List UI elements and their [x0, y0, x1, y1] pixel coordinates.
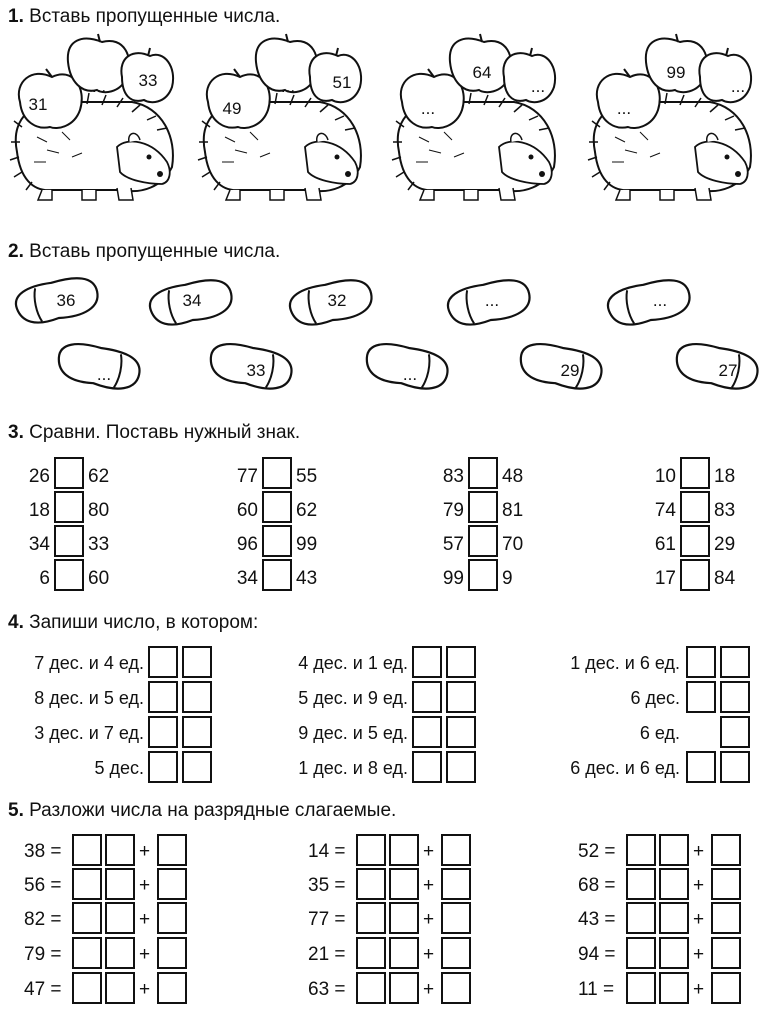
tens-digit-box[interactable] [412, 646, 442, 678]
compare-left-number: 18 [28, 500, 50, 521]
footprint-2-1-value: ... [96, 365, 112, 384]
compare-right-number: 55 [296, 466, 318, 487]
tens-term-tens-box[interactable] [626, 972, 656, 1004]
ones-digit-box[interactable] [446, 716, 476, 748]
number-description-label: 1 дес. и 6 ед. [570, 653, 680, 673]
footprint-2-3-value: ... [402, 365, 418, 384]
task1-title: Вставь пропущенные числа. [29, 6, 281, 27]
plus-sign: + [423, 979, 435, 1000]
tens-term-ones-box[interactable] [659, 902, 689, 934]
tens-term-tens-box[interactable] [356, 868, 386, 900]
compare-right-number: 18 [714, 466, 736, 487]
footprint-1-5 [605, 275, 693, 329]
decompose-number-label: 47 = [24, 979, 62, 1000]
compare-sign-box[interactable] [262, 525, 292, 557]
task2-number: 2. [8, 241, 24, 262]
plus-sign: + [139, 909, 151, 930]
decompose-number-label: 63 = [308, 979, 346, 1000]
decompose-number-label: 77 = [308, 909, 346, 930]
plus-sign: + [423, 909, 435, 930]
tens-term-ones-box[interactable] [389, 937, 419, 969]
task5-heading [8, 800, 396, 822]
plus-sign: + [423, 875, 435, 896]
compare-right-number: 9 [502, 568, 513, 589]
plus-sign: + [423, 841, 435, 862]
compare-sign-box[interactable] [468, 525, 498, 557]
task1-number: 1. [8, 6, 24, 27]
plus-sign: + [139, 841, 151, 862]
hedgehog-3-left-apple: ... [420, 99, 436, 118]
compare-right-number: 70 [502, 534, 524, 555]
hedgehog-3-right-apple: ... [530, 77, 546, 96]
compare-right-number: 29 [714, 534, 736, 555]
tens-term-ones-box[interactable] [659, 834, 689, 866]
compare-left-number: 34 [236, 568, 258, 589]
task4-number: 4. [8, 612, 24, 633]
ones-digit-box[interactable] [446, 751, 476, 783]
footprint-2-2-value: 33 [246, 361, 266, 380]
compare-left-number: 6 [39, 568, 50, 589]
ones-term-box[interactable] [711, 902, 741, 934]
task3-number: 3. [8, 422, 24, 443]
compare-left-number: 77 [236, 466, 258, 487]
footprint-1-2-value: 34 [182, 291, 202, 310]
plus-sign: + [693, 841, 705, 862]
footprints-illustration [0, 270, 768, 400]
ones-term-box[interactable] [441, 972, 471, 1004]
hedgehog-4-right-apple: ... [730, 77, 746, 96]
footprint-1-5-value: ... [652, 291, 668, 310]
tens-term-ones-box[interactable] [659, 972, 689, 1004]
tens-term-tens-box[interactable] [626, 834, 656, 866]
task2-heading [8, 241, 280, 263]
tens-term-ones-box[interactable] [105, 868, 135, 900]
tens-term-ones-box[interactable] [389, 972, 419, 1004]
compare-left-number: 83 [442, 466, 464, 487]
tens-term-tens-box[interactable] [356, 937, 386, 969]
number-description-label: 5 дес. [94, 758, 144, 778]
ones-term-box[interactable] [157, 834, 187, 866]
tens-digit-box[interactable] [148, 716, 178, 748]
ones-digit-box[interactable] [720, 646, 750, 678]
plus-sign: + [693, 909, 705, 930]
tens-digit-box[interactable] [148, 681, 178, 713]
compare-left-number: 17 [654, 568, 676, 589]
hedgehog-4 [588, 34, 751, 200]
compare-right-number: 33 [88, 534, 110, 555]
compare-sign-box[interactable] [262, 491, 292, 523]
footprint-2-5 [673, 339, 761, 393]
ones-digit-box[interactable] [446, 681, 476, 713]
decompose-number-label: 43 = [578, 909, 616, 930]
compare-left-number: 34 [28, 534, 50, 555]
footprint-1-4-value: ... [484, 291, 500, 310]
decompose-number-label: 94 = [578, 944, 616, 965]
number-description-label: 8 дес. и 5 ед. [34, 688, 144, 708]
hedgehog-3-top-apple: 64 [472, 63, 492, 82]
number-description-label: 1 дес. и 8 ед. [298, 758, 408, 778]
tens-term-tens-box[interactable] [356, 972, 386, 1004]
tens-term-tens-box[interactable] [72, 868, 102, 900]
compare-sign-box[interactable] [468, 457, 498, 489]
compare-sign-box[interactable] [468, 559, 498, 591]
number-description-label: 6 дес. и 6 ед. [570, 758, 680, 778]
compare-sign-box[interactable] [680, 525, 710, 557]
decompose-number-label: 52 = [578, 841, 616, 862]
compare-sign-box[interactable] [468, 491, 498, 523]
compare-left-number: 61 [654, 534, 676, 555]
number-description-label: 7 дес. и 4 ед. [34, 653, 144, 673]
tens-term-tens-box[interactable] [72, 937, 102, 969]
ones-term-box[interactable] [157, 902, 187, 934]
compare-left-number: 26 [28, 466, 50, 487]
tens-term-tens-box[interactable] [356, 834, 386, 866]
compare-right-number: 83 [714, 500, 736, 521]
hedgehog-1-top-apple: ... [91, 77, 107, 96]
task5-title: Разложи числа на разрядные слагаемые. [29, 800, 397, 821]
compare-left-number: 60 [236, 500, 258, 521]
decompose-number-label: 14 = [308, 841, 346, 862]
tens-digit-box[interactable] [412, 751, 442, 783]
footprint-2-5-value: 27 [718, 361, 738, 380]
number-description-label: 5 дес. и 9 ед. [298, 688, 408, 708]
ones-digit-box[interactable] [182, 681, 212, 713]
tens-term-ones-box[interactable] [105, 834, 135, 866]
tens-term-tens-box[interactable] [72, 972, 102, 1004]
plus-sign: + [139, 875, 151, 896]
hedgehog-1-right-apple: 33 [138, 71, 158, 90]
hedgehog-1-left-apple: 31 [28, 95, 48, 114]
plus-sign: + [693, 979, 705, 1000]
hedgehog-2-right-apple: 51 [332, 73, 352, 92]
compare-left-number: 96 [236, 534, 258, 555]
footprint-1-1-value: 36 [56, 291, 76, 310]
compare-right-number: 81 [502, 500, 524, 521]
tens-term-ones-box[interactable] [659, 868, 689, 900]
tens-term-ones-box[interactable] [389, 902, 419, 934]
decompose-number-label: 56 = [24, 875, 62, 896]
tens-term-ones-box[interactable] [105, 902, 135, 934]
tens-digit-box[interactable] [686, 751, 716, 783]
tens-digit-box[interactable] [148, 646, 178, 678]
ones-term-box[interactable] [711, 972, 741, 1004]
compare-right-number: 60 [88, 568, 110, 589]
ones-term-box[interactable] [157, 868, 187, 900]
hedgehog-4-left-apple: ... [616, 99, 632, 118]
compare-right-number: 99 [296, 534, 318, 555]
compare-sign-box[interactable] [680, 491, 710, 523]
tens-digit-box[interactable] [412, 681, 442, 713]
ones-term-box[interactable] [441, 834, 471, 866]
compare-sign-box[interactable] [54, 525, 84, 557]
ones-term-box[interactable] [711, 868, 741, 900]
task1-heading [8, 6, 280, 28]
compare-right-number: 62 [296, 500, 318, 521]
tens-term-ones-box[interactable] [389, 834, 419, 866]
plus-sign: + [139, 979, 151, 1000]
compare-left-number: 74 [654, 500, 676, 521]
number-description-label: 3 дес. и 7 ед. [34, 723, 144, 743]
ones-digit-box[interactable] [720, 751, 750, 783]
tens-term-tens-box[interactable] [72, 834, 102, 866]
number-description-label: 9 дес. и 5 ед. [298, 723, 408, 743]
compare-left-number: 10 [654, 466, 676, 487]
hedgehog-1 [10, 34, 173, 200]
ones-term-box[interactable] [157, 937, 187, 969]
task3-heading [8, 422, 300, 444]
ones-term-box[interactable] [441, 868, 471, 900]
tens-term-ones-box[interactable] [105, 972, 135, 1004]
number-description-label: 6 дес. [630, 688, 680, 708]
tens-term-tens-box[interactable] [356, 902, 386, 934]
tens-term-tens-box[interactable] [626, 902, 656, 934]
decompose-number-label: 38 = [24, 841, 62, 862]
compare-left-number: 79 [442, 500, 464, 521]
ones-digit-box[interactable] [446, 646, 476, 678]
ones-term-box[interactable] [441, 937, 471, 969]
tens-term-tens-box[interactable] [72, 902, 102, 934]
number-description-label: 4 дес. и 1 ед. [298, 653, 408, 673]
tens-term-tens-box[interactable] [626, 868, 656, 900]
tens-digit-box[interactable] [412, 716, 442, 748]
decompose-number-label: 21 = [308, 944, 346, 965]
decompose-number-label: 11 = [578, 979, 615, 1000]
tens-digit-box[interactable] [686, 681, 716, 713]
decompose-number-label: 35 = [308, 875, 346, 896]
ones-term-box[interactable] [711, 937, 741, 969]
tens-digit-box[interactable] [686, 646, 716, 678]
ones-digit-box[interactable] [182, 716, 212, 748]
plus-sign: + [139, 944, 151, 965]
task3-title: Сравни. Поставь нужный знак. [29, 422, 301, 443]
tens-term-tens-box[interactable] [626, 937, 656, 969]
compare-sign-box[interactable] [262, 457, 292, 489]
decompose-number-label: 79 = [24, 944, 62, 965]
compare-sign-box[interactable] [54, 559, 84, 591]
ones-term-box[interactable] [711, 834, 741, 866]
ones-digit-box[interactable] [182, 646, 212, 678]
task5-number: 5. [8, 800, 24, 821]
compare-sign-box[interactable] [54, 457, 84, 489]
compare-sign-box[interactable] [54, 491, 84, 523]
hedgehog-4-top-apple: 99 [666, 63, 686, 82]
ones-digit-box[interactable] [720, 716, 750, 748]
compare-right-number: 62 [88, 466, 110, 487]
plus-sign: + [423, 944, 435, 965]
compare-sign-box[interactable] [680, 559, 710, 591]
decompose-number-label: 82 = [24, 909, 62, 930]
compare-sign-box[interactable] [262, 559, 292, 591]
compare-right-number: 80 [88, 500, 110, 521]
hedgehog-2-top-apple: ... [280, 77, 296, 96]
compare-left-number: 57 [442, 534, 464, 555]
ones-term-box[interactable] [157, 972, 187, 1004]
task4-title: Запиши число, в котором: [29, 612, 259, 633]
hedgehog-3 [392, 34, 555, 200]
ones-term-box[interactable] [441, 902, 471, 934]
task4-heading [8, 612, 258, 634]
tens-digit-box[interactable] [148, 751, 178, 783]
compare-right-number: 84 [714, 568, 736, 589]
decompose-number-label: 68 = [578, 875, 616, 896]
tens-term-ones-box[interactable] [389, 868, 419, 900]
plus-sign: + [693, 875, 705, 896]
task2-title: Вставь пропущенные числа. [29, 241, 281, 262]
footprint-1-3-value: 32 [327, 291, 347, 310]
footprint-2-4-value: 29 [560, 361, 580, 380]
number-description-label: 6 ед. [639, 723, 680, 743]
hedgehogs-illustration [0, 32, 768, 212]
ones-digit-box[interactable] [182, 751, 212, 783]
plus-sign: + [693, 944, 705, 965]
compare-left-number: 99 [442, 568, 464, 589]
tens-term-ones-box[interactable] [105, 937, 135, 969]
compare-right-number: 43 [296, 568, 318, 589]
compare-sign-box[interactable] [680, 457, 710, 489]
hedgehog-2-left-apple: 49 [222, 99, 242, 118]
tens-term-ones-box[interactable] [659, 937, 689, 969]
ones-digit-box[interactable] [720, 681, 750, 713]
compare-right-number: 48 [502, 466, 524, 487]
